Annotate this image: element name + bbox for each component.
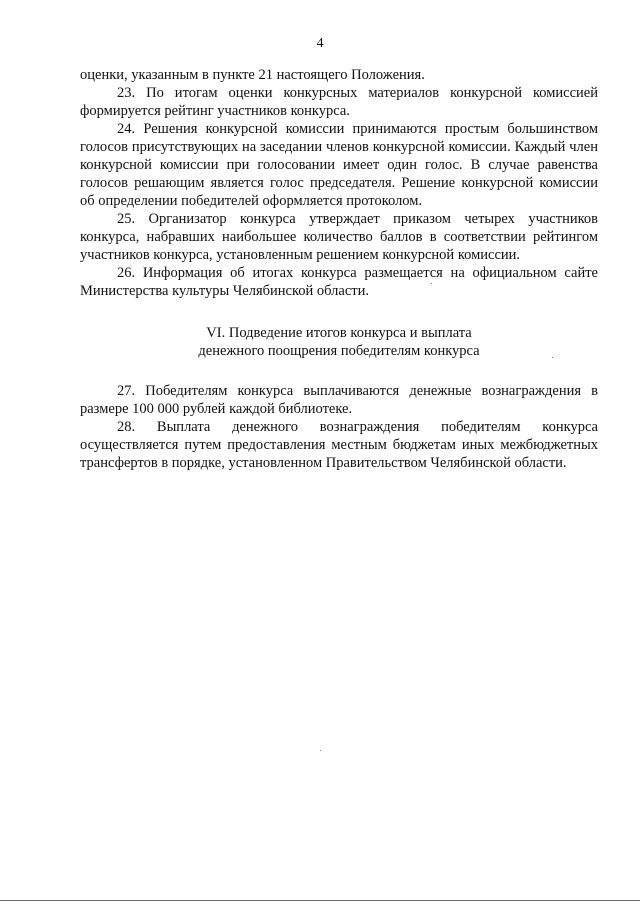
paragraph-27: 27. Победителям конкурса выплачиваются денежные вознаграждения в размере 100 000 рублей каждой библиотеке. xyxy=(80,383,598,417)
page-number: 4 xyxy=(316,36,324,51)
paragraph-24: 24. Решения конкурсной комиссии принимаются простым большинством голосов присутствующих на заседании членов конкурсной комиссии. Каждый член конкурсной комиссии при голосовании имеет один голос. В случае равенства голосов решающим является голос председателя. Решение конкурсной комиссии об определении победителей оформляется протоколом. xyxy=(80,121,598,209)
scan-speck xyxy=(431,283,432,284)
section-heading xyxy=(80,324,598,360)
paragraph-26: 26. Информация об итогах конкурса размещается на официальном сайте Министерства культуры Челябинской области. xyxy=(80,265,598,299)
section-heading-line-2: денежного поощрения победителям конкурса xyxy=(198,343,480,359)
paragraph-25: 25. Организатор конкурса утверждает приказом четырех участников конкурса, набравших наибольшее количество баллов в соответствии рейтингом участников конкурса, установленным решением конкурсной комиссии. xyxy=(80,211,598,263)
document-body xyxy=(80,66,598,472)
scan-speck xyxy=(320,750,321,751)
scan-speck xyxy=(552,357,553,358)
paragraph-28: 28. Выплата денежного вознаграждения победителям конкурса осуществляется путем предоставления местным бюджетам иных межбюджетных трансфертов в порядке, установленном Правительством Челябинской области. xyxy=(80,419,598,471)
paragraph-22-continuation: оценки, указанным в пункте 21 настоящего Положения. xyxy=(80,67,425,83)
page-bottom-edge xyxy=(0,900,640,901)
section-heading-line-1: VI. Подведение итогов конкурса и выплата xyxy=(206,325,472,341)
paragraph-23: 23. По итогам оценки конкурсных материалов конкурсной комиссией формируется рейтинг участников конкурса. xyxy=(80,85,598,119)
